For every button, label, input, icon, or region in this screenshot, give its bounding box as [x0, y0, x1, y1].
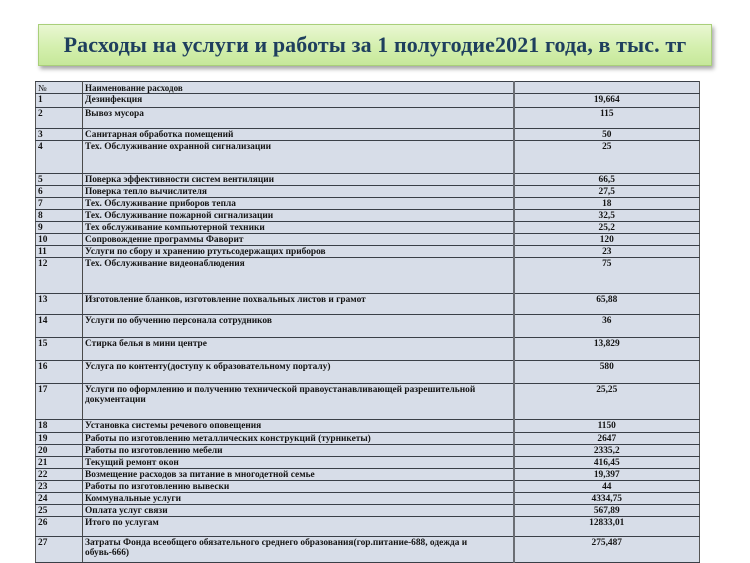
row-name: Тех. Обслуживание приборов тепла: [83, 198, 514, 210]
table-row: [36, 445, 700, 457]
table-header-row: [36, 82, 700, 94]
table-row: [36, 258, 700, 294]
row-number: 26: [36, 517, 83, 537]
row-number: 20: [36, 445, 83, 457]
table-row: [36, 338, 700, 361]
row-value: 416,45: [514, 457, 700, 469]
title-banner: [38, 24, 712, 66]
row-value: 32,5: [514, 210, 700, 222]
row-value: 12833,01: [514, 517, 700, 537]
row-name: Изготовление бланков, изготовление похвальных листов и грамот: [83, 294, 514, 315]
row-name: Коммунальные услуги: [83, 493, 514, 505]
row-name: Тех обслуживание компьютерной техники: [83, 222, 514, 234]
table-row: [36, 361, 700, 384]
row-value: 19,397: [514, 469, 700, 481]
row-number: 10: [36, 234, 83, 246]
table-row: [36, 537, 700, 563]
table-row: [36, 174, 700, 186]
table-row: [36, 141, 700, 174]
table-row: [36, 384, 700, 420]
table-row: [36, 234, 700, 246]
table-row: [36, 457, 700, 469]
row-value: 36: [514, 315, 700, 338]
row-number: 4: [36, 141, 83, 174]
row-name: Поверка эффективности систем вентиляции: [83, 174, 514, 186]
row-number: 19: [36, 433, 83, 445]
table-row: [36, 469, 700, 481]
table-row: [36, 210, 700, 222]
row-number: 13: [36, 294, 83, 315]
row-number: 6: [36, 186, 83, 198]
row-number: 24: [36, 493, 83, 505]
row-name: Тех. Обслуживание видеонаблюдения: [83, 258, 514, 294]
row-value: 567,89: [514, 505, 700, 517]
row-name: Тех. Обслуживание охранной сигнализации: [83, 141, 514, 174]
row-value: 27,5: [514, 186, 700, 198]
table-row: [36, 517, 700, 537]
row-value: 2335,2: [514, 445, 700, 457]
header-num: №: [36, 82, 83, 94]
table-row: [36, 186, 700, 198]
row-name: Работы по изготовлению вывески: [83, 481, 514, 493]
row-number: 14: [36, 315, 83, 338]
row-number: 21: [36, 457, 83, 469]
row-value: 580: [514, 361, 700, 384]
row-number: 12: [36, 258, 83, 294]
header-value: [514, 82, 700, 94]
row-number: 25: [36, 505, 83, 517]
row-number: 16: [36, 361, 83, 384]
row-value: 1150: [514, 420, 700, 433]
row-number: 9: [36, 222, 83, 234]
row-name: Услуги по обучению персонала сотрудников: [83, 315, 514, 338]
row-name: Сопровождение программы Фаворит: [83, 234, 514, 246]
row-value: 44: [514, 481, 700, 493]
row-value: 19,664: [514, 94, 700, 108]
row-value: 25,25: [514, 384, 700, 420]
table-row: [36, 433, 700, 445]
row-number: 1: [36, 94, 83, 108]
row-value: 18: [514, 198, 700, 210]
row-name: Текущий ремонт окон: [83, 457, 514, 469]
row-name: Дезинфекция: [83, 94, 514, 108]
row-value: 4334,75: [514, 493, 700, 505]
row-number: 7: [36, 198, 83, 210]
row-value: 65,88: [514, 294, 700, 315]
row-name: Услуга по контенту(доступу к образовательному порталу): [83, 361, 514, 384]
row-number: 5: [36, 174, 83, 186]
row-number: 11: [36, 246, 83, 258]
table-row: [36, 315, 700, 338]
table-row: [36, 108, 700, 129]
row-name: Затраты Фонда всеобщего обязательного среднего образования(гор.питание-688, одежда и обувь-666): [83, 537, 514, 563]
row-name: Оплата услуг связи: [83, 505, 514, 517]
table-row: [36, 94, 700, 108]
row-number: 22: [36, 469, 83, 481]
row-number: 17: [36, 384, 83, 420]
row-number: 3: [36, 129, 83, 141]
row-number: 23: [36, 481, 83, 493]
row-number: 18: [36, 420, 83, 433]
row-value: 50: [514, 129, 700, 141]
row-name: Поверка тепло вычислителя: [83, 186, 514, 198]
row-value: 115: [514, 108, 700, 129]
row-value: 120: [514, 234, 700, 246]
row-name: Вывоз мусора: [83, 108, 514, 129]
table-row: [36, 198, 700, 210]
row-value: 75: [514, 258, 700, 294]
row-value: 2647: [514, 433, 700, 445]
row-name: Возмещение расходов за питание в многодетной семье: [83, 469, 514, 481]
table-row: [36, 129, 700, 141]
row-number: 2: [36, 108, 83, 129]
row-name: Работы по изготовлению металлических конструкций (турникеты): [83, 433, 514, 445]
row-value: 25,2: [514, 222, 700, 234]
row-value: 23: [514, 246, 700, 258]
row-name: Санитарная обработка помещений: [83, 129, 514, 141]
page-title: Расходы на услуги и работы за 1 полугодие2021 года, в тыс. тг: [63, 32, 687, 57]
row-name: Стирка белья в мини центре: [83, 338, 514, 361]
row-name: Работы по изготовлению мебели: [83, 445, 514, 457]
expenses-table: [35, 81, 700, 563]
row-value: 13,829: [514, 338, 700, 361]
table-row: [36, 420, 700, 433]
row-value: 25: [514, 141, 700, 174]
row-value: 275,487: [514, 537, 700, 563]
row-number: 8: [36, 210, 83, 222]
row-name: Тех. Обслуживание пожарной сигнализации: [83, 210, 514, 222]
table-row: [36, 505, 700, 517]
table-row: [36, 493, 700, 505]
header-name: Наименование расходов: [83, 82, 514, 94]
row-name: Услуги по сбору и хранению ртутьсодержащих приборов: [83, 246, 514, 258]
row-name: Итого по услугам: [83, 517, 514, 537]
table-row: [36, 294, 700, 315]
row-value: 66,5: [514, 174, 700, 186]
row-name: Установка системы речевого оповещения: [83, 420, 514, 433]
table-row: [36, 246, 700, 258]
row-number: 15: [36, 338, 83, 361]
table-row: [36, 222, 700, 234]
row-name: Услуги по оформлению и получению технической правоустанавливающей разрешительной документации: [83, 384, 514, 420]
row-number: 27: [36, 537, 83, 563]
table-row: [36, 481, 700, 493]
